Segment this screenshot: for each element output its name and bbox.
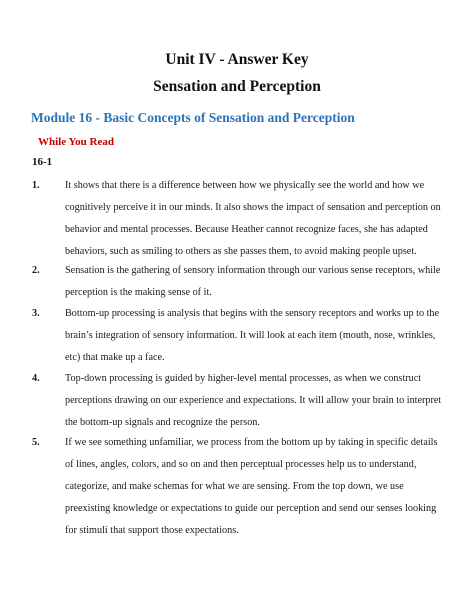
answer-line: brain’s integration of sensory information. It will look at each item (mouth, nose, wrinkles, — [65, 330, 436, 341]
answer-line: perceptions drawing on our experience and expectations. It will allow your brain to interpret — [65, 395, 442, 406]
answer-text — [65, 260, 461, 304]
answer-line: of lines, angles, colors, and so on and then perceptual processes help us to understand, — [65, 459, 417, 470]
answer-line: behaviors, such as smiling to others as she passes them, to avoid making people upset. — [65, 246, 417, 257]
answer-text — [65, 303, 461, 369]
page-subtitle: Sensation and Perception — [153, 78, 321, 95]
section-number: 16-1 — [32, 156, 53, 168]
answer-number: 5. — [32, 437, 40, 448]
answer-line: Sensation is the gathering of sensory information through our various sense receptors, while — [65, 265, 441, 276]
answer-line: Top-down processing is guided by higher-level mental processes, as when we construct — [65, 373, 422, 384]
answer-number: 4. — [32, 373, 40, 384]
answer-line: behavior and mental processes. Because Heather cannot recognize faces, she has adapted — [65, 224, 428, 235]
answer-line: If we see something unfamiliar, we process from the bottom up by taking in specific details — [65, 437, 438, 448]
answer-line: categorize, and make schemas for what we are sensing. From the top down, we use — [65, 481, 404, 492]
answer-number: 3. — [32, 308, 40, 319]
answer-line: cognitively perceive it in our minds. It also shows the impact of sensation and perception on — [65, 202, 441, 213]
answer-line: Bottom-up processing is analysis that begins with the sensory receptors and works up to the — [65, 308, 440, 319]
answer-line: It shows that there is a difference between how we physically see the world and how we — [65, 180, 425, 191]
answer-line: for stimuli that support those expectations. — [65, 525, 239, 536]
answer-text — [65, 432, 461, 542]
answer-line: etc) that make up a face. — [65, 352, 165, 363]
answer-text — [65, 368, 461, 434]
page-title: Unit IV - Answer Key — [165, 51, 309, 68]
answer-line: the bottom-up signals and recognize the person. — [65, 417, 260, 428]
answer-line: preexisting knowledge or expectations to guide our perception and send our senses looking — [65, 503, 437, 514]
module-heading: Module 16 - Basic Concepts of Sensation and Perception — [31, 110, 355, 125]
answer-line: perception is the making sense of it. — [65, 287, 212, 298]
answer-number: 2. — [32, 265, 40, 276]
section-subheading: While You Read — [38, 136, 114, 148]
answer-number: 1. — [32, 180, 40, 191]
answer-text — [65, 175, 461, 263]
